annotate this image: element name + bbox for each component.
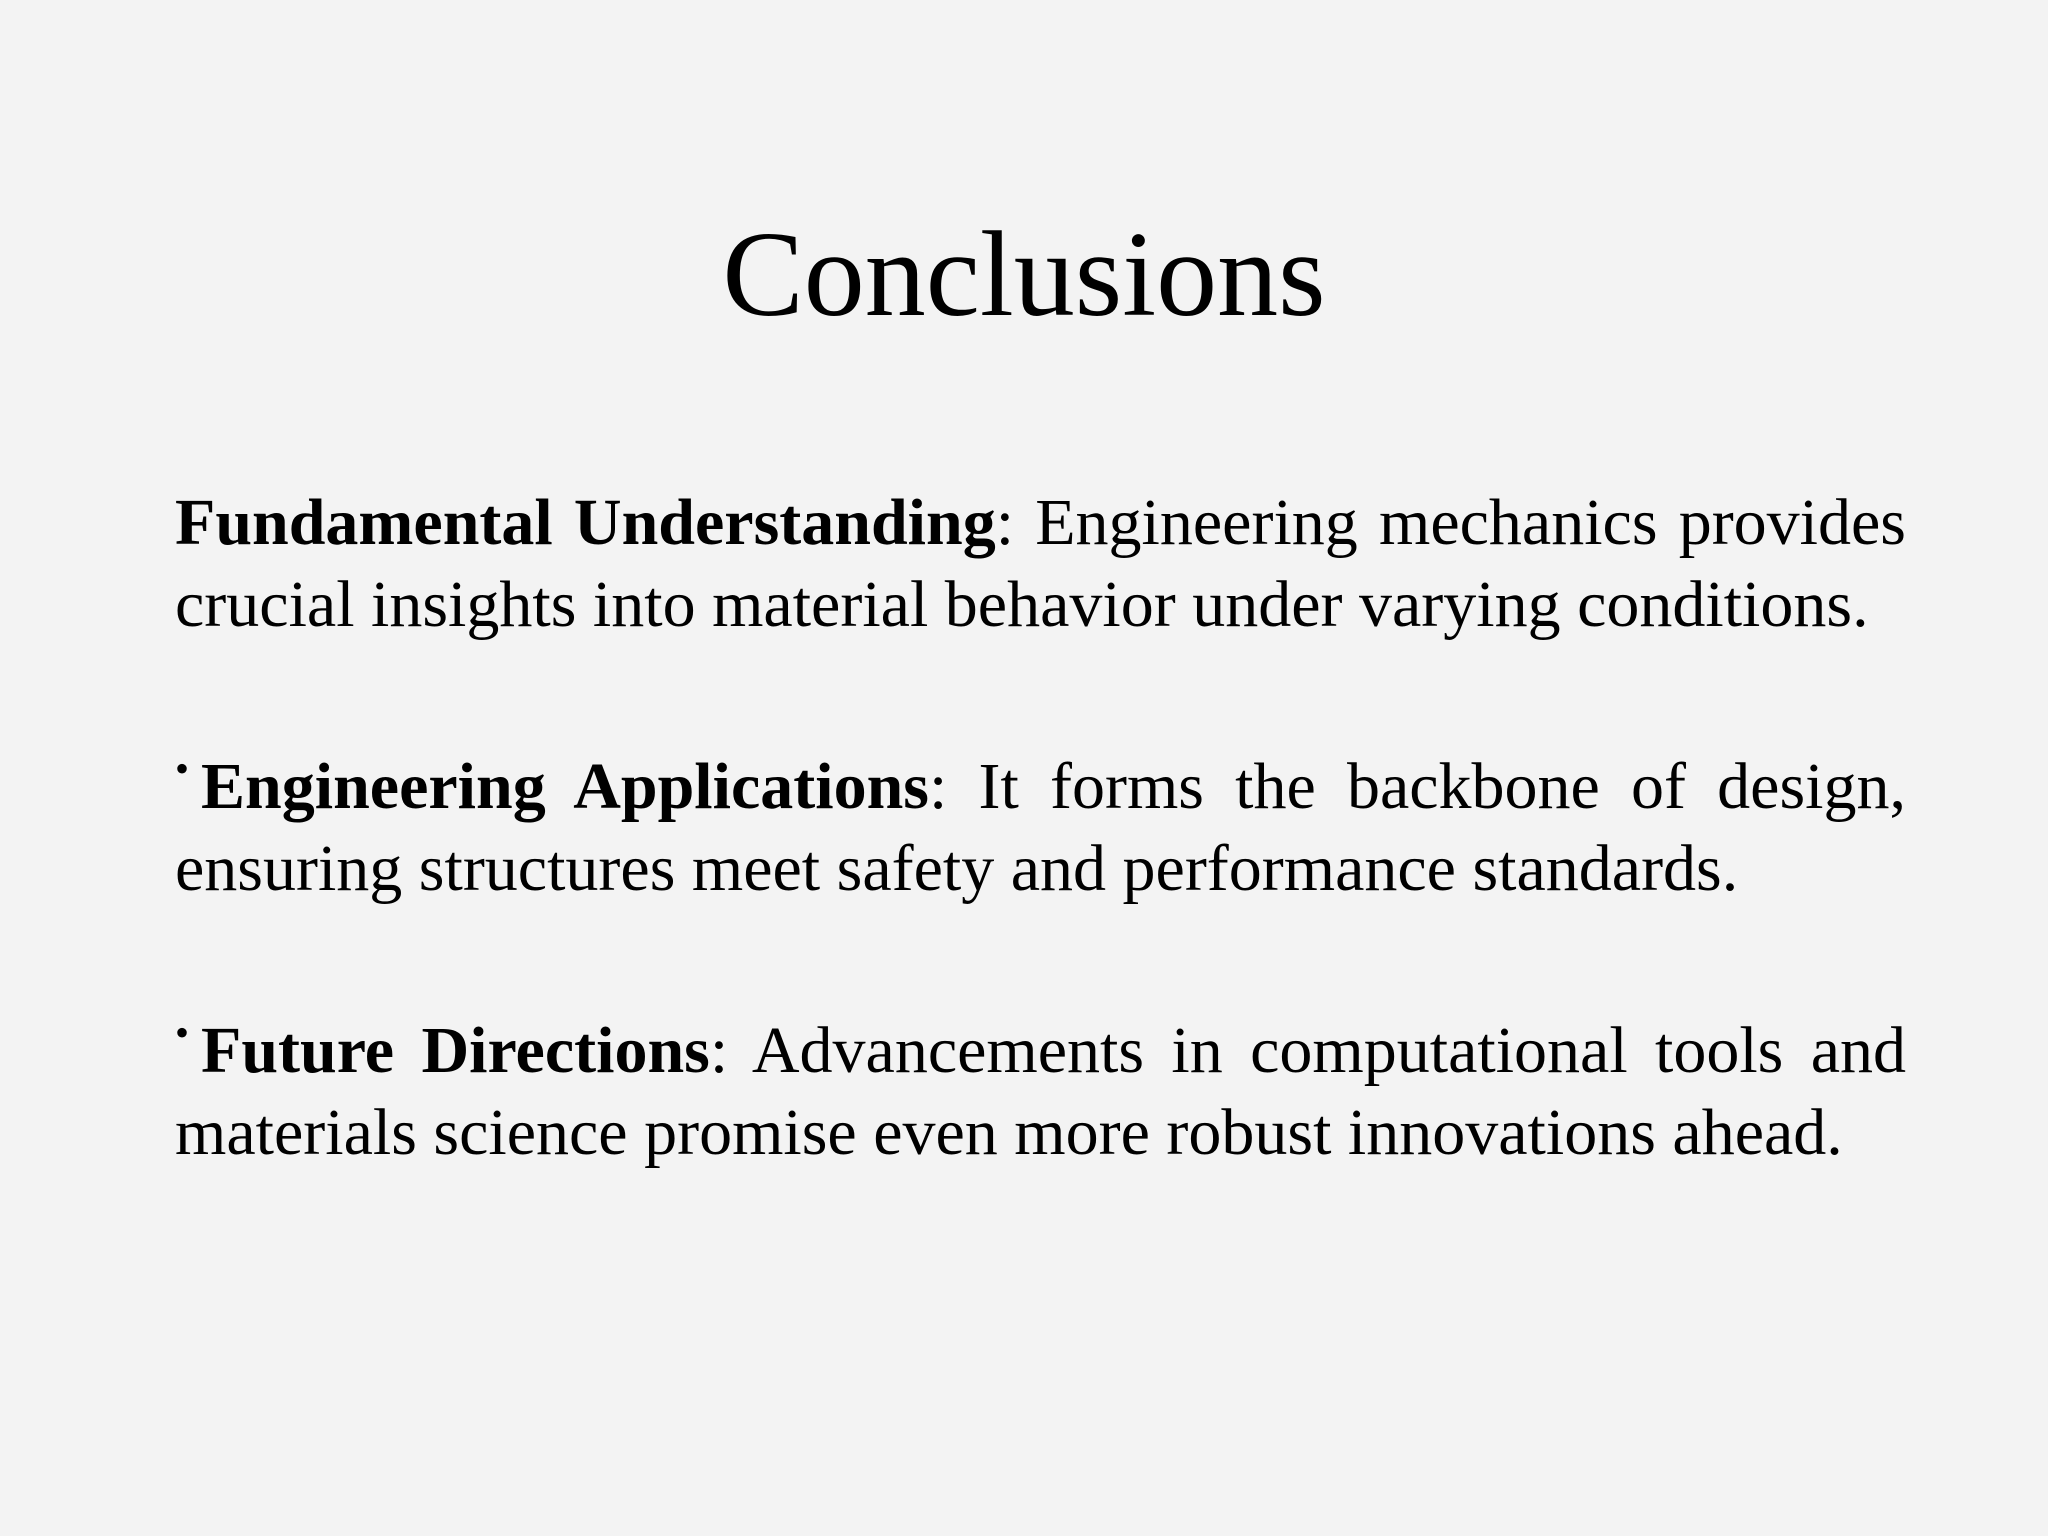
slide-title: Conclusions [722, 207, 1326, 342]
item-separator: : [928, 750, 948, 823]
item-text: Engineering mechanics provides crucial insights into material behavior under varying conditions. [175, 486, 1906, 641]
conclusion-item-future-directions [175, 992, 1906, 1174]
item-term: Fundamental Understanding [175, 486, 996, 559]
conclusion-item-engineering-applications [175, 728, 1906, 910]
item-separator: : [709, 1014, 729, 1087]
item-separator: : [995, 486, 1015, 559]
item-term: Engineering Applications [201, 750, 929, 823]
item-text: It forms the backbone of design, ensuring structures meet safety and performance standards. [175, 750, 1906, 905]
item-text: Advancements in computational tools and materials science promise even more robust innovations ahead. [175, 1014, 1906, 1169]
conclusion-item-fundamental-understanding [175, 482, 1906, 646]
slide-body [175, 482, 1906, 1174]
bullet-icon: • [175, 746, 190, 791]
item-term: Future Directions [201, 1014, 710, 1087]
bullet-icon: • [175, 1010, 190, 1055]
